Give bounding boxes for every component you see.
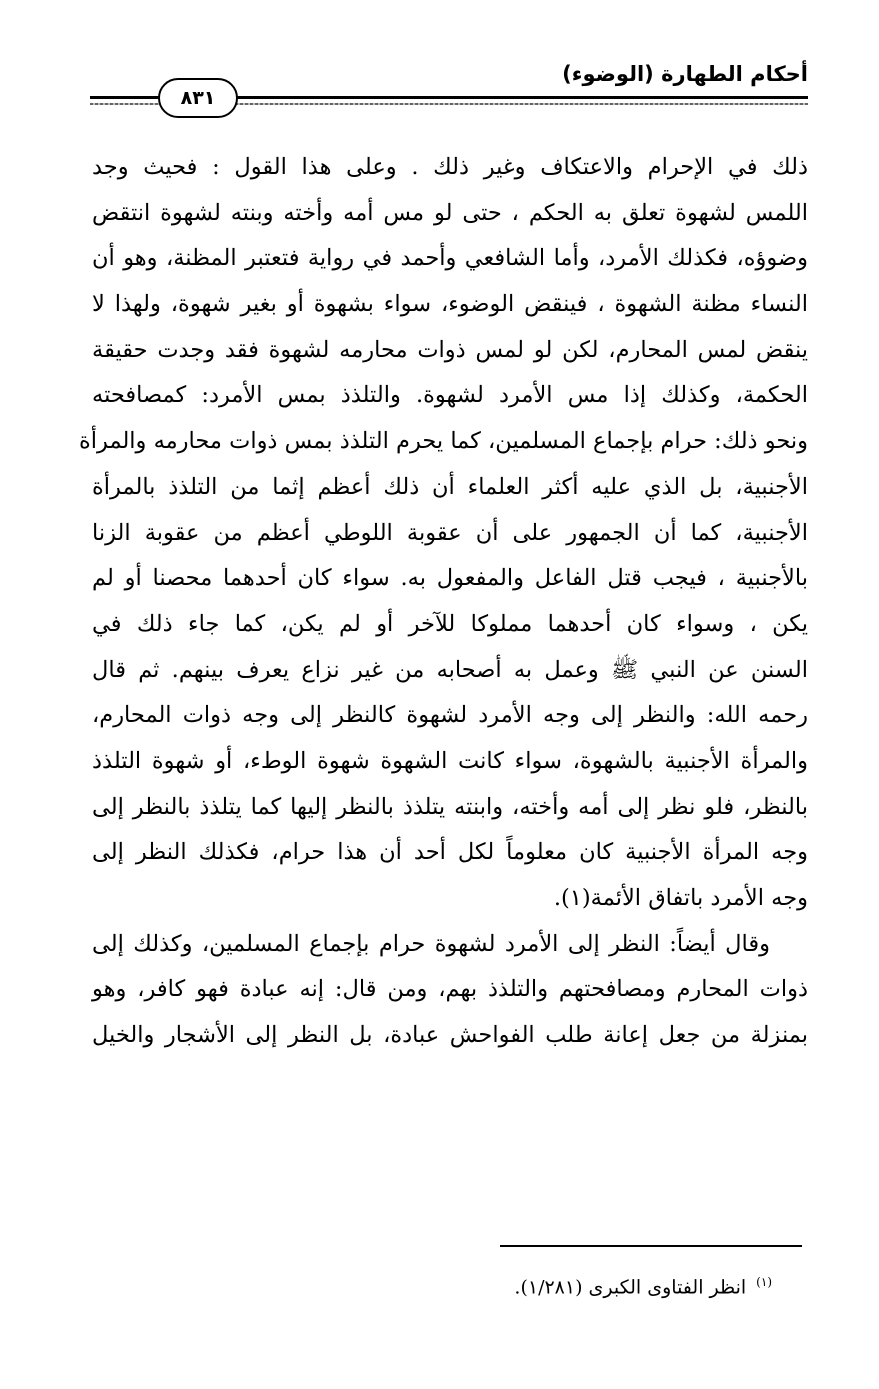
text-line: رحمه الله: والنظر إلى وجه الأمرد لشهوة كالنظر إلى وجه ذوات المحارم، <box>92 702 808 729</box>
text-line: ونحو ذلك: حرام بإجماع المسلمين، كما يحرم التلذذ بمس ذوات محارمه والمرأة <box>78 428 808 455</box>
text-line: الأجنبية، بل الذي عليه أكثر العلماء أن ذلك أعظم إثما من التلذذ بالمرأة <box>92 473 808 500</box>
text-line: الأجنبية، كما أن الجمهور على أن عقوبة اللوطي أعظم من عقوبة الزنا <box>92 519 808 546</box>
text-line: السنن عن النبي ﷺ وعمل به أصحابه من غير نزاع يعرف بينهم. ثم قال <box>92 656 808 683</box>
running-title: أحكام الطهارة (الوضوء) <box>562 62 808 86</box>
text-line: وضوؤه، فكذلك الأمرد، وأما الشافعي وأحمد في رواية فتعتبر المظنة، وهو أن <box>92 245 808 272</box>
page-number: ٨٣١ <box>180 87 216 109</box>
footnote-separator <box>500 1245 802 1247</box>
text-line: والمرأة الأجنبية بالشهوة، سواء كانت الشهوة شهوة الوطء، أو شهوة التلذذ <box>92 747 808 774</box>
text-line: يكن ، وسواء كان أحدهما مملوكا للآخر أو لم يكن، كما جاء ذلك في <box>92 610 809 637</box>
text-line: بالأجنبية ، فيجب قتل الفاعل والمفعول به. سواء كان أحدهما محصنا أو لم <box>92 565 808 592</box>
footnote-marker: (١) <box>756 1275 772 1289</box>
text-line: ذوات المحارم ومصافحتهم والتلذذ بهم، ومن قال: إنه عبادة فهو كافر، وهو <box>92 976 808 1003</box>
text-line: النساء مظنة الشهوة ، فينقض الوضوء، سواء بشهوة أو بغير شهوة، ولهذا لا <box>92 291 808 318</box>
text-line: وقال أيضاً: النظر إلى الأمرد لشهوة حرام بإجماع المسلمين، وكذلك إلى <box>92 930 770 957</box>
text-line: ينقض لمس المحارم، لكن لو لمس ذوات محارمه لشهوة فقد وجدت حقيقة <box>92 336 808 363</box>
page-number-badge <box>158 78 238 118</box>
text-line: بالنظر، فلو نظر إلى أمه وأخته، وابنته يتلذذ بالنظر إليها كما يتلذذ بالنظر إلى <box>92 793 808 820</box>
text-line: الحكمة، وكذلك إذا مس الأمرد لشهوة. والتلذذ بمس الأمرد: كمصافحته <box>92 382 808 409</box>
text-line: وجه الأمرد باتفاق الأئمة(١). <box>553 885 808 911</box>
text-line: ذلك في الإحرام والاعتكاف وغير ذلك . وعلى هذا القول : فحيث وجد <box>92 154 808 180</box>
text-line: وجه المرأة الأجنبية كان معلوماً لكل أحد أن هذا حرام، فكذلك النظر إلى <box>92 839 808 866</box>
text-line: بمنزلة من جعل إعانة طلب الفواحش عبادة، بل النظر إلى الأشجار والخيل <box>92 1022 808 1049</box>
footnote-text: انظر الفتاوى الكبرى (١/٢٨١). <box>514 1276 747 1299</box>
body-text <box>78 145 809 1059</box>
footnote <box>380 1275 772 1298</box>
page-header <box>90 58 808 118</box>
text-line: اللمس لشهوة تعلق به الحكم ، حتى لو مس أمه وأخته وبنته لشهوة انتقض <box>92 199 808 226</box>
